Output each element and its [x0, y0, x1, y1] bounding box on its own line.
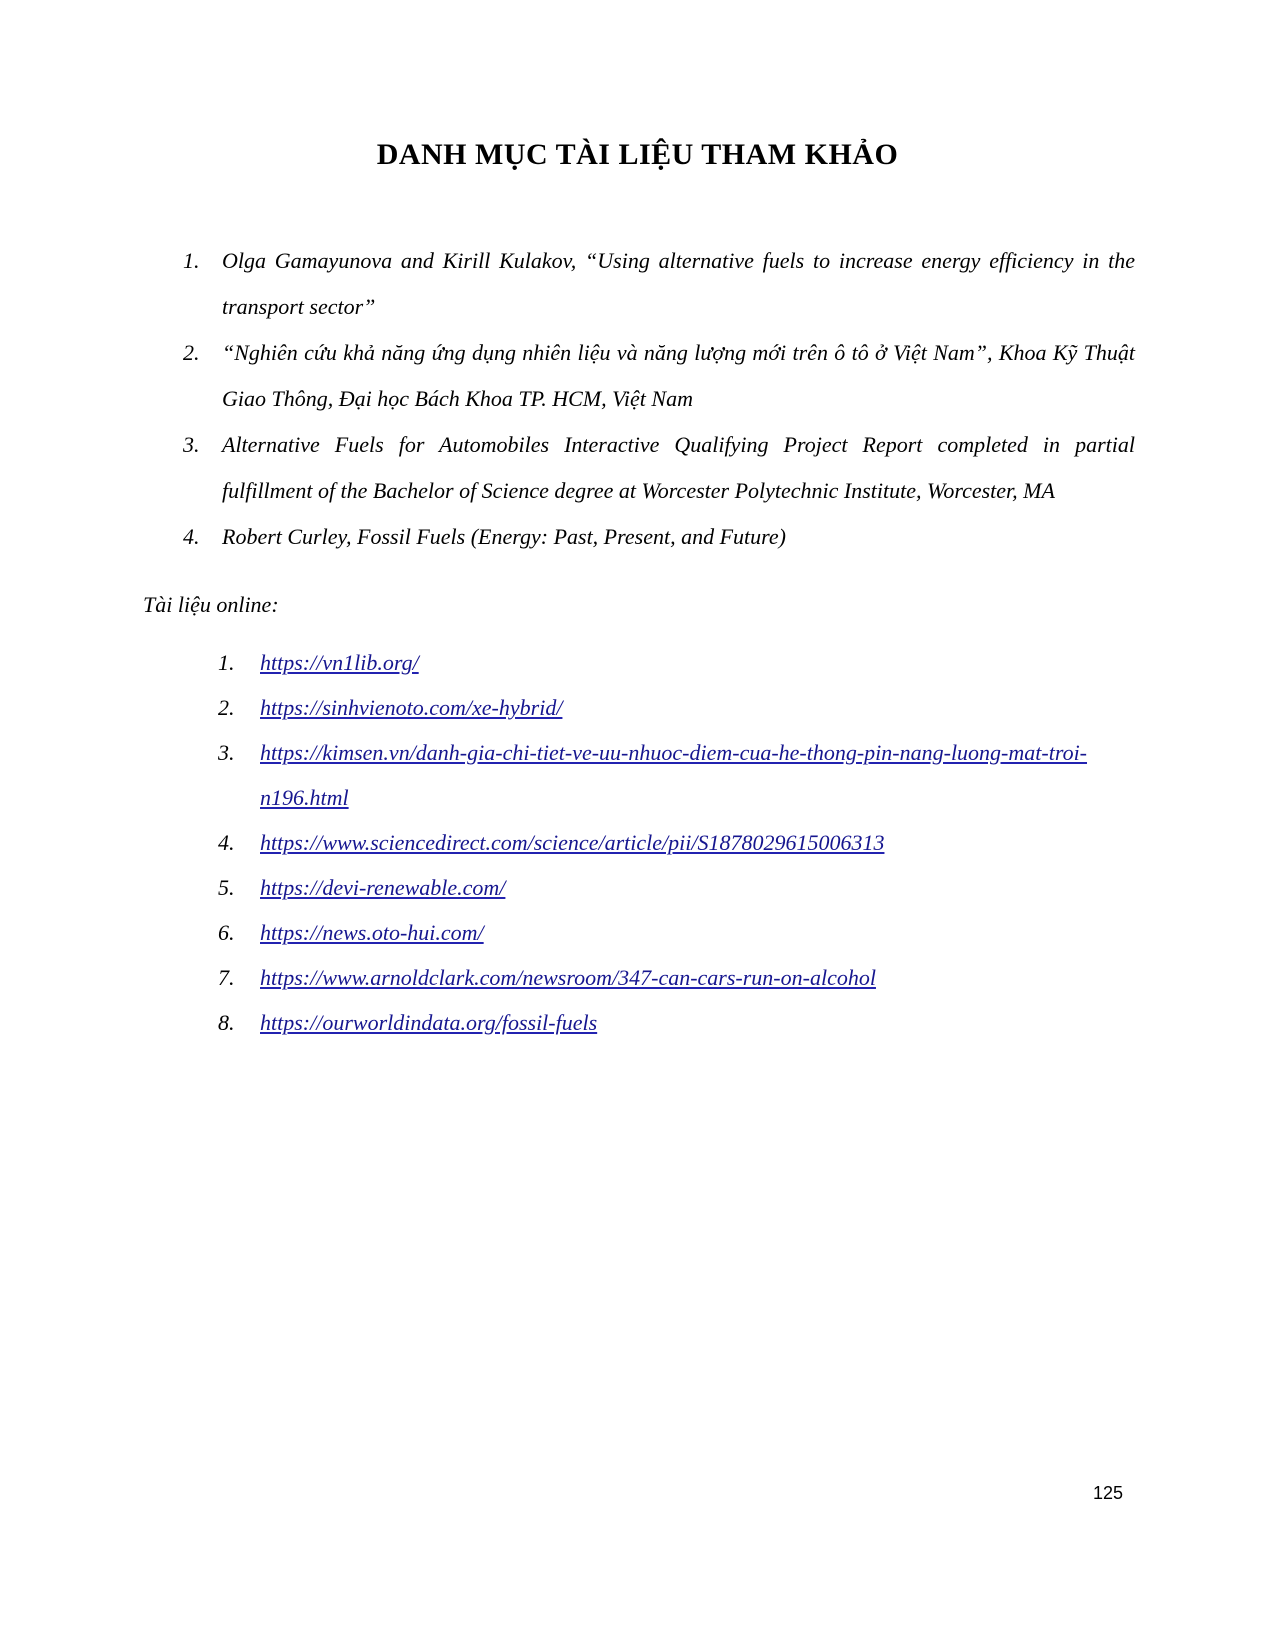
reference-text: “Nghiên cứu khả năng ứng dụng nhiên liệu và năng lượng mới trên ô tô ở Việt Nam”, Khoa Kỹ Thuật Giao Thông, Đại học Bách Khoa TP. HCM, Việt Nam [222, 340, 1135, 411]
reference-list [143, 238, 1135, 560]
online-link-number: 2. [218, 695, 235, 720]
online-link[interactable]: https://devi-renewable.com/ [260, 875, 506, 900]
online-link-number: 7. [218, 965, 235, 990]
reference-number: 4. [183, 524, 200, 549]
online-link-item [143, 910, 1135, 955]
online-link-item [143, 730, 1135, 820]
online-link[interactable]: https://vn1lib.org/ [260, 650, 419, 675]
page-title: DANH MỤC TÀI LIỆU THAM KHẢO [376, 138, 899, 171]
online-link[interactable]: https://sinhvienoto.com/xe-hybrid/ [260, 695, 563, 720]
online-link-number: 8. [218, 1010, 235, 1035]
reference-item [143, 422, 1135, 514]
reference-item [143, 238, 1135, 330]
online-link[interactable]: https://ourworldindata.org/fossil-fuels [260, 1010, 598, 1035]
reference-number: 1. [183, 248, 200, 273]
online-link[interactable]: https://www.sciencedirect.com/science/article/pii/S1878029615006313 [260, 830, 885, 855]
online-link-item [143, 820, 1135, 865]
online-link-item [143, 1000, 1135, 1045]
online-link[interactable]: https://news.oto-hui.com/ [260, 920, 484, 945]
reference-text: Robert Curley, Fossil Fuels (Energy: Past, Present, and Future) [222, 524, 786, 549]
online-link-number: 5. [218, 875, 235, 900]
online-link-number: 3. [218, 740, 235, 765]
online-section-label: Tài liệu online: [143, 592, 279, 617]
online-link-number: 6. [218, 920, 235, 945]
online-link-list [143, 640, 1135, 1045]
reference-text: Olga Gamayunova and Kirill Kulakov, “Using alternative fuels to increase energy efficiency in the transport sector” [222, 248, 1135, 319]
online-link-number: 1. [218, 650, 235, 675]
page-content [143, 238, 1135, 1045]
online-link-item [143, 955, 1135, 1000]
reference-item [143, 330, 1135, 422]
reference-item [143, 514, 1135, 560]
online-link[interactable]: https://kimsen.vn/danh-gia-chi-tiet-ve-uu-nhuoc-diem-cua-he-thong-pin-nang-luong-mat-troi-n196.html [260, 740, 1088, 810]
reference-number: 3. [183, 432, 200, 457]
online-link[interactable]: https://www.arnoldclark.com/newsroom/347-can-cars-run-on-alcohol [260, 965, 876, 990]
reference-text: Alternative Fuels for Automobiles Interactive Qualifying Project Report completed in partial fulfillment of the Bachelor of Science degree at Worcester Polytechnic Institute, Worcester, MA [222, 432, 1135, 503]
page-number: 125 [1092, 1483, 1123, 1503]
online-link-item [143, 865, 1135, 910]
reference-number: 2. [183, 340, 200, 365]
online-link-item [143, 685, 1135, 730]
online-link-item [143, 640, 1135, 685]
online-link-number: 4. [218, 830, 235, 855]
